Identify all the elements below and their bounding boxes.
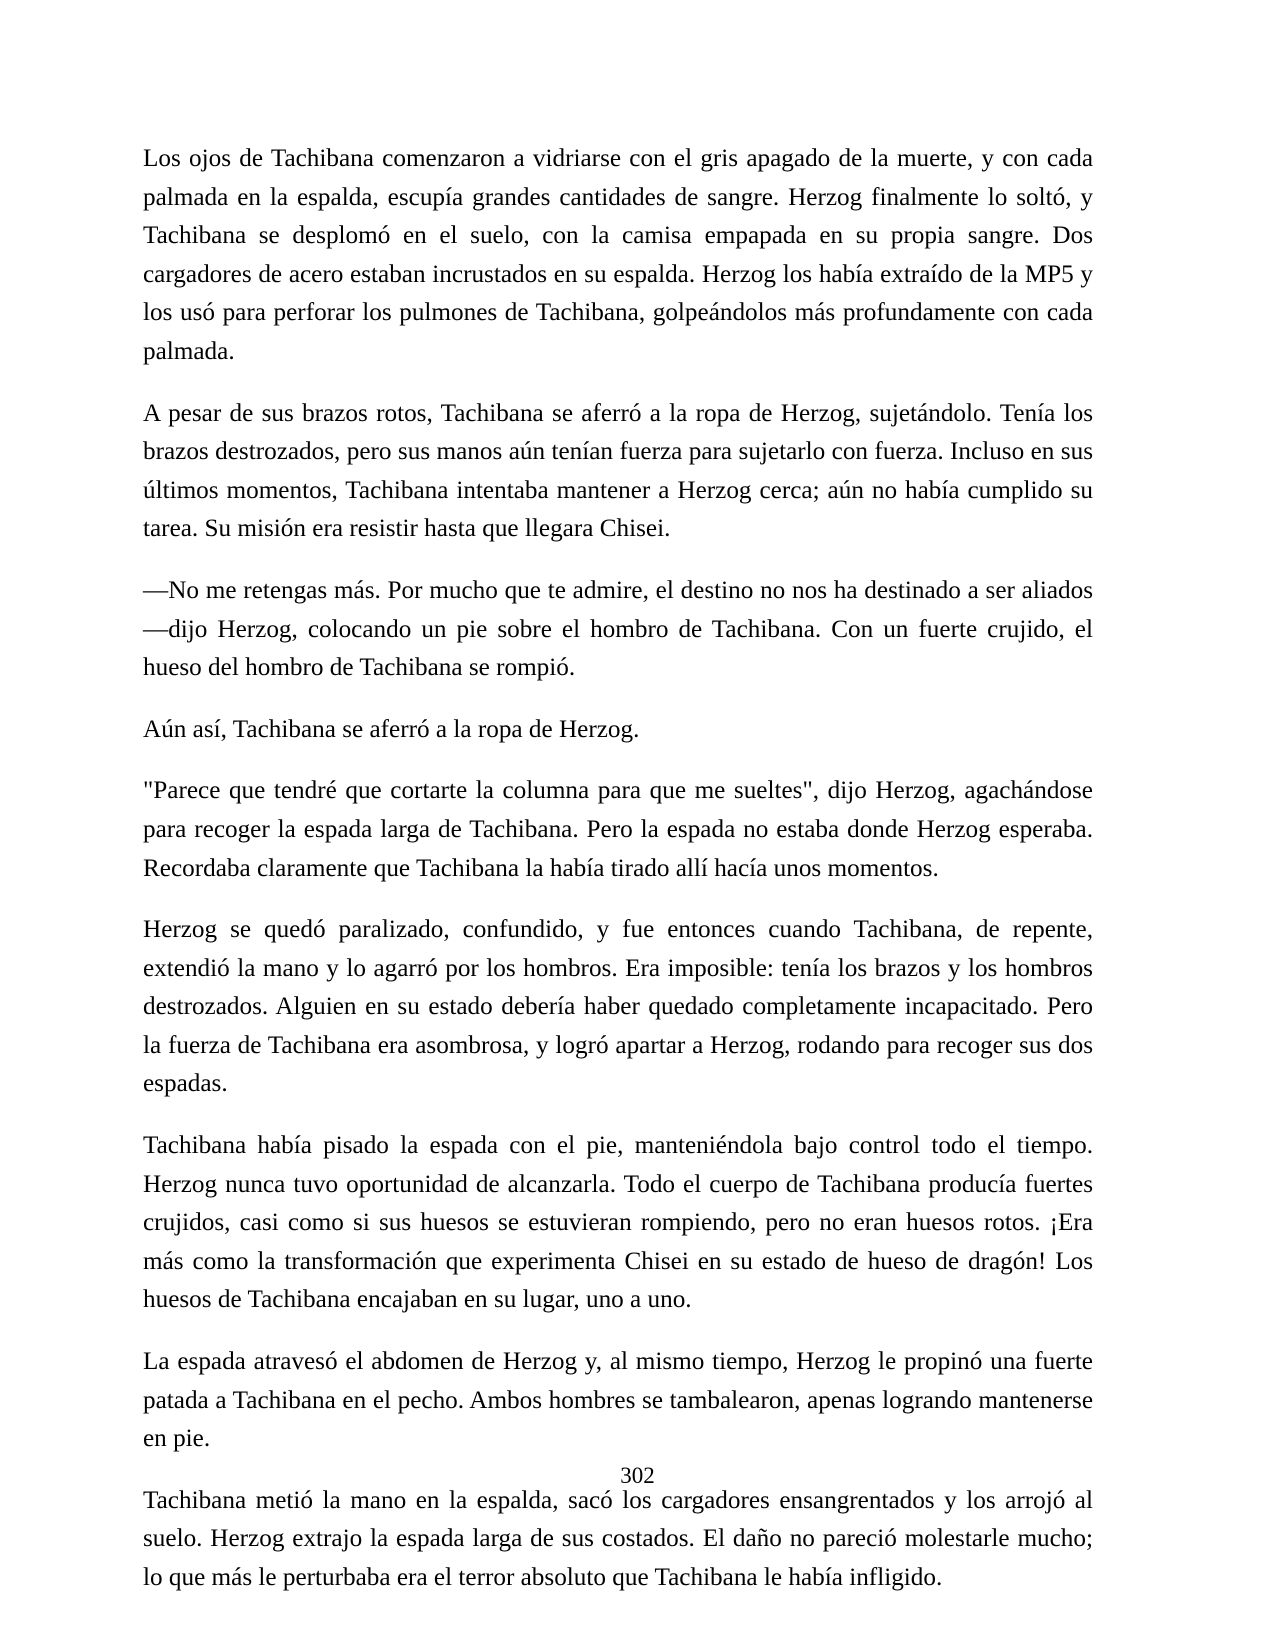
paragraph: Herzog se quedó paralizado, confundido, y fue entonces cuando Tachibana, de repente, extendió la mano y lo agarró por los hombros. Era imposible: tenía los brazos y los hombros destrozados. Alguien en su estado debería haber quedado completamente incapacitado. Pero la fuerza de Tachibana era asombrosa, y logró apartar a Herzog, rodando para recoger sus dos espadas. [143, 916, 1093, 1098]
paragraph: Tachibana metió la mano en la espalda, sacó los cargadores ensangrentados y los arrojó al suelo. Herzog extrajo la espada larga de sus costados. El daño no pareció molestarle mucho; lo que más le perturbaba era el terror absoluto que Tachibana le había infligido. [143, 1486, 1093, 1591]
paragraph: Aún así, Tachibana se aferró a la ropa de Herzog. [143, 715, 640, 743]
page-body-text [143, 140, 1093, 1598]
paragraph: Tachibana había pisado la espada con el pie, manteniéndola bajo control todo el tiempo. Herzog nunca tuvo oportunidad de alcanzarla. Todo el cuerpo de Tachibana producía fuertes crujidos, casi como si sus huesos se estuvieran rompiendo, pero no eran huesos rotos. ¡Era más como la transformación que experimenta Chisei en su estado de hueso de dragón! Los huesos de Tachibana encajaban en su lugar, uno a uno. [143, 1132, 1093, 1314]
paragraph: "Parece que tendré que cortarte la columna para que me sueltes", dijo Herzog, agachándose para recoger la espada larga de Tachibana. Pero la espada no estaba donde Herzog esperaba. Recordaba claramente que Tachibana la había tirado allí hacía unos momentos. [143, 777, 1093, 882]
paragraph: Los ojos de Tachibana comenzaron a vidriarse con el gris apagado de la muerte, y con cada palmada en la espalda, escupía grandes cantidades de sangre. Herzog finalmente lo soltó, y Tachibana se desplomó en el suelo, con la camisa empapada en su propia sangre. Dos cargadores de acero estaban incrustados en su espalda. Herzog los había extraído de la MP5 y los usó para perforar los pulmones de Tachibana, golpeándolos más profundamente con cada palmada. [143, 145, 1093, 365]
paragraph: A pesar de sus brazos rotos, Tachibana se aferró a la ropa de Herzog, sujetándolo. Tenía los brazos destrozados, pero sus manos aún tenían fuerza para sujetarlo con fuerza. Incluso en sus últimos momentos, Tachibana intentaba mantener a Herzog cerca; aún no había cumplido su tarea. Su misión era resistir hasta que llegara Chisei. [143, 399, 1093, 543]
paragraph: —No me retengas más. Por mucho que te admire, el destino no nos ha destinado a ser aliados —dijo Herzog, colocando un pie sobre el hombro de Tachibana. Con un fuerte crujido, el hueso del hombro de Tachibana se rompió. [143, 576, 1093, 682]
paragraph: La espada atravesó el abdomen de Herzog y, al mismo tiempo, Herzog le propinó una fuerte patada a Tachibana en el pecho. Ambos hombres se tambalearon, apenas logrando mantenerse en pie. [143, 1348, 1093, 1453]
page-number: 302 [620, 1463, 655, 1488]
